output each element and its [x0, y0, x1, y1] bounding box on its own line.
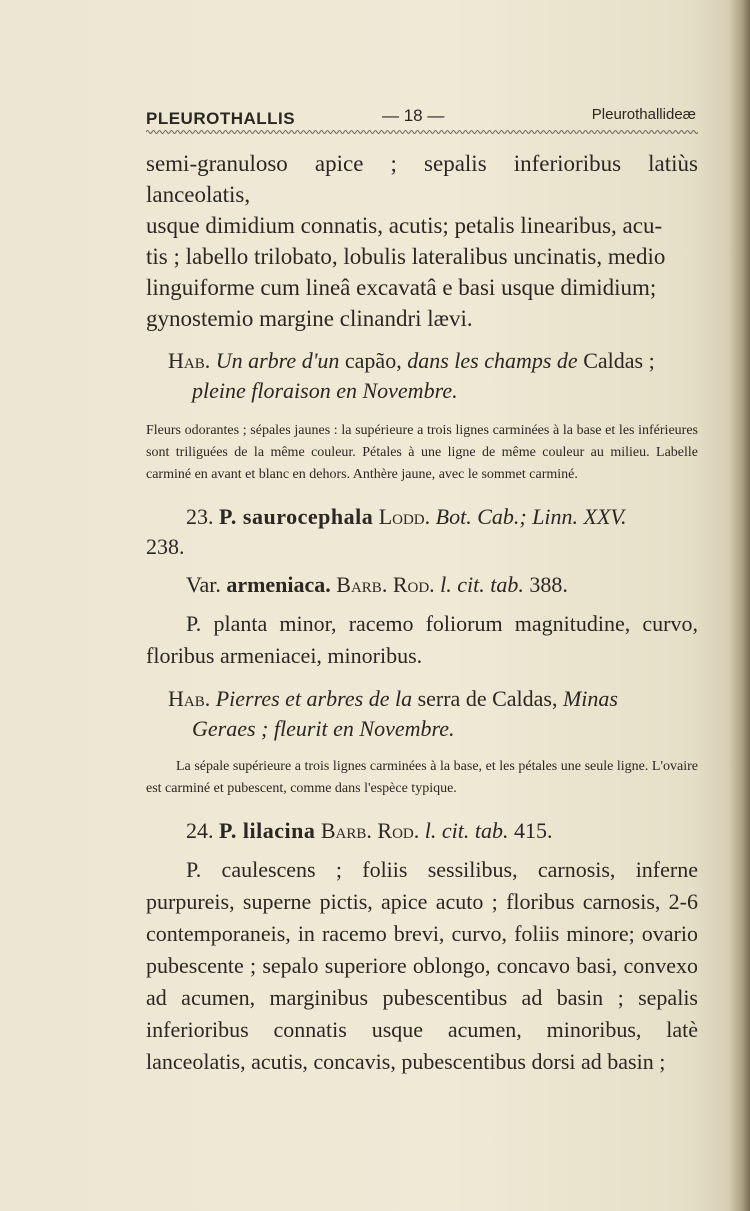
species-reference: l. cit. tab. — [424, 818, 509, 843]
habitat-text: capão, — [344, 348, 402, 373]
habitat-text: Geraes ; fleurit en Novembre. — [192, 716, 455, 741]
species-number: 23. — [186, 504, 214, 529]
habitat-2 — [146, 684, 698, 744]
habitat-1 — [146, 346, 698, 406]
text-line: linguiforme cum lineâ excavatâ e basi usque dimidium; — [146, 275, 657, 300]
variety-plate: 388. — [529, 572, 568, 597]
variety-author: Barb. Rod. — [336, 572, 435, 597]
habitat-place: Caldas ; — [583, 348, 655, 373]
habitat-text: Un arbre d'un — [215, 348, 340, 373]
species-author: Barb. Rod. — [320, 818, 420, 843]
french-note-2: La sépale supérieure a trois lignes carminées à la base, et les pétales une seule ligne. L'ovaire est carminé et pubescent, comme dans l'espèce typique. — [146, 759, 698, 796]
species-name: P. lilacina — [219, 818, 316, 843]
page-edge-shadow — [728, 0, 750, 1211]
text-line: gynostemio margine clinandri lævi. — [146, 306, 473, 331]
header-genus: PLEUROTHALLIS — [146, 109, 296, 128]
species-entry-23 — [146, 502, 698, 562]
variety-description: P. planta minor, racemo foliorum magnitudine, curvo, floribus armeniacei, minoribus. — [146, 611, 698, 668]
page-number: — 18 — — [382, 106, 445, 125]
species-plate: 415. — [513, 818, 553, 843]
habitat-label: Hab. — [168, 348, 211, 373]
species-reference-end: 238. — [146, 534, 185, 559]
habitat-text: dans les champs de — [407, 348, 578, 373]
variety-reference: l. cit. tab. — [440, 572, 524, 597]
running-header — [146, 106, 696, 130]
habitat-text: pleine floraison en Novembre. — [192, 378, 458, 403]
species-reference: Bot. Cab.; Linn. XXV. — [435, 504, 627, 529]
latin-description-continued — [146, 148, 698, 334]
french-note-1: Fleurs odorantes ; sépales jaunes : la supérieure a trois lignes carminées à la base et les inférieures sont triliguées de la même couleur. Pétales à une ligne de même couleur au milieu. Labelle carminé en avant et blanc en dehors. Anthère jaune, avec le sommet carminé. — [146, 423, 698, 482]
species-description-24: P. caulescens ; foliis sessilibus, carnosis, inferne purpureis, superne pictis, apice acuto ; floribus carnosis, 2-6 contemporaneis, in racemo brevi, curvo, foliis minore; ovario pubescente ; sepalo superiore oblongo, concavo basi, convexo ad acumen, marginibus pubescentibus ad basin ; sepalis inferioribus connatis usque acumen, minoribus, latè lanceolatis, acutis, concavis, pubescentibus dorsi ad basin ; — [146, 857, 698, 1074]
text-line: semi-granuloso apice ; sepalis inferioribus latiùs lanceolatis, — [146, 151, 698, 207]
species-author: Lodd. — [378, 504, 431, 529]
variety-name: armeniaca. — [226, 572, 331, 597]
habitat-label: Hab. — [168, 686, 211, 711]
text-line: usque dimidium connatis, acutis; petalis linearibus, acu- — [146, 213, 663, 238]
header-tribe: Pleurothallideæ — [591, 106, 696, 123]
page-body — [146, 148, 698, 1078]
variety-label: Var. — [186, 572, 221, 597]
habitat-text: Pierres et arbres de la — [215, 686, 413, 711]
species-number: 24. — [186, 818, 214, 843]
habitat-text: serra de Caldas, — [417, 686, 558, 711]
habitat-text: Minas — [562, 686, 618, 711]
variety-entry — [186, 570, 698, 600]
species-entry-24 — [146, 816, 698, 846]
species-name: P. saurocephala — [219, 504, 374, 529]
text-line: tis ; labello trilobato, lobulis lateralibus uncinatis, medio — [146, 244, 666, 269]
wavy-rule — [146, 128, 698, 136]
